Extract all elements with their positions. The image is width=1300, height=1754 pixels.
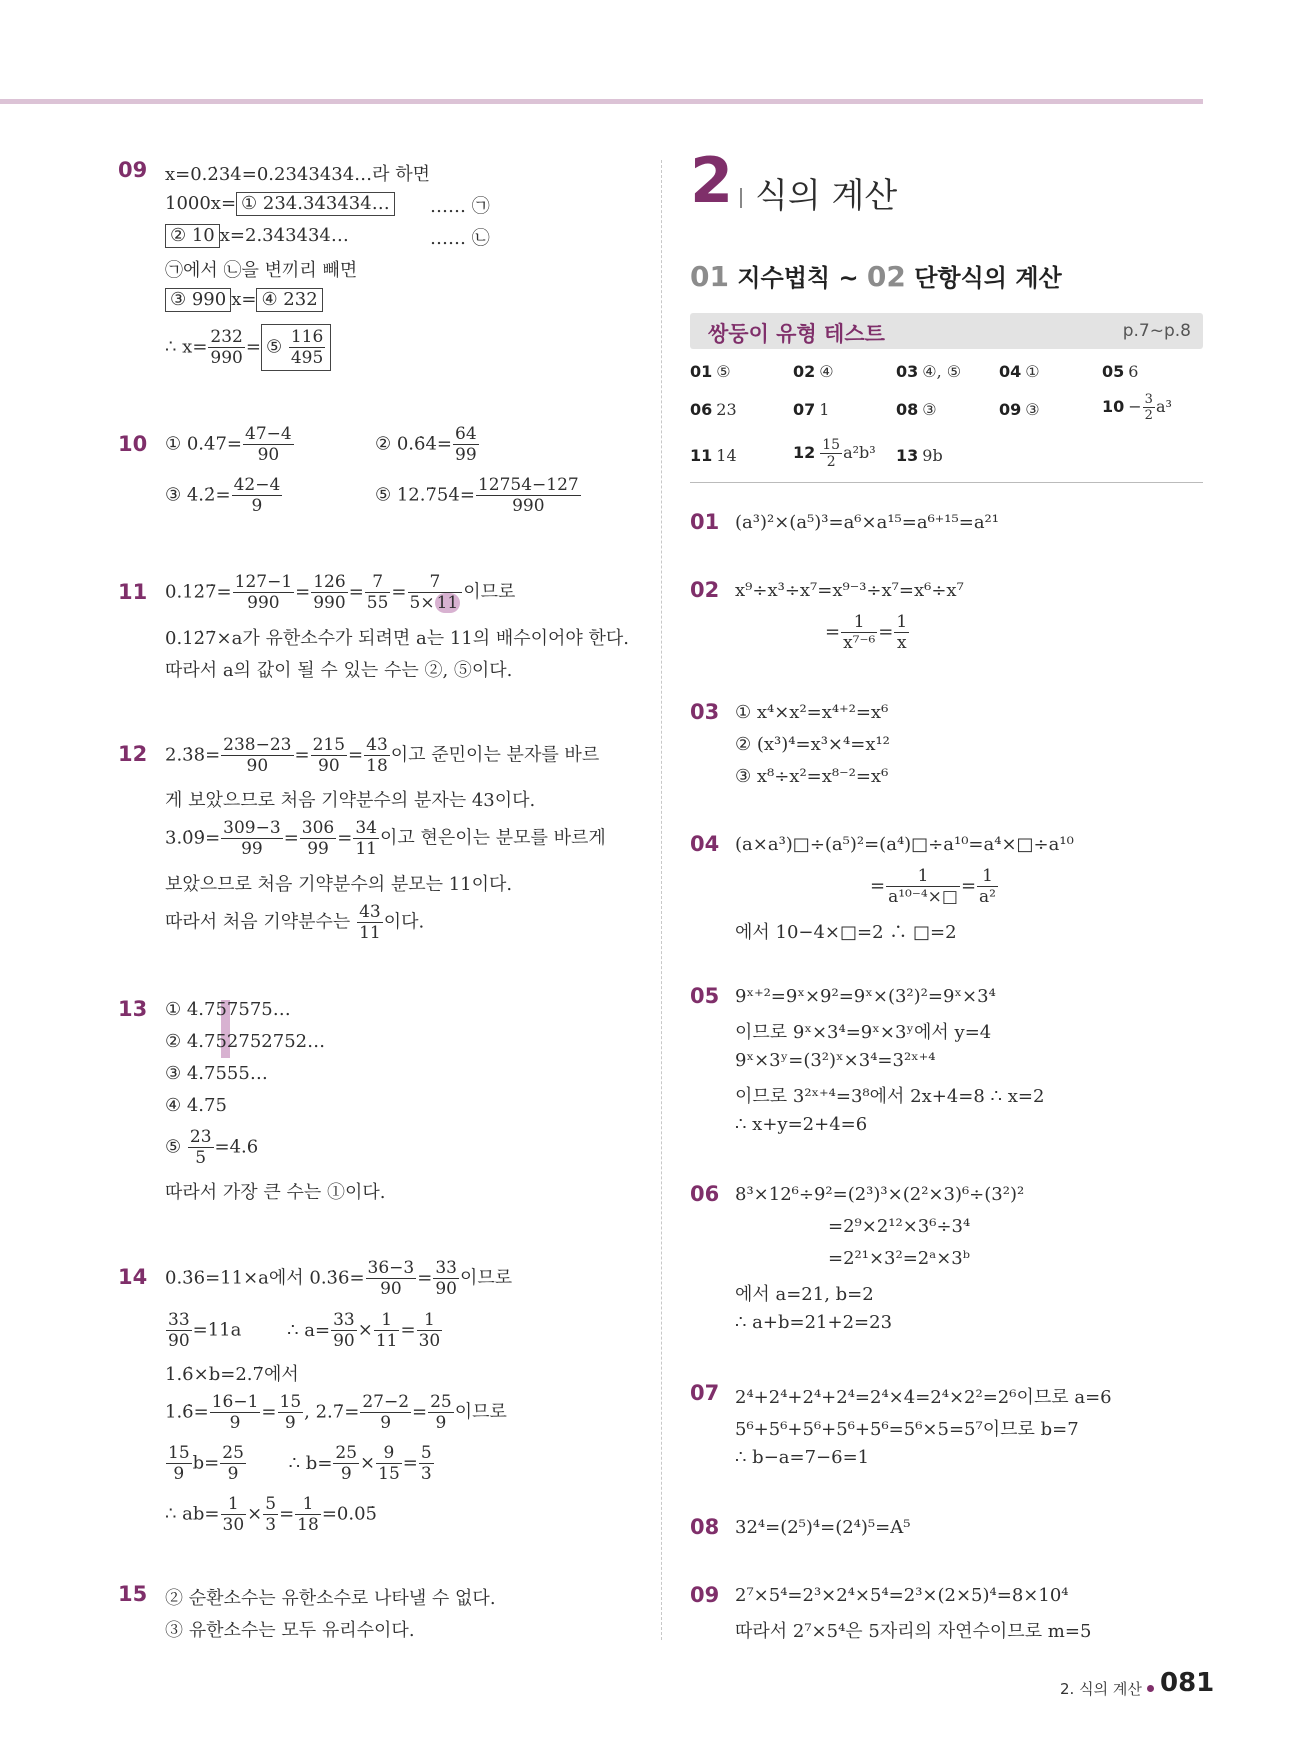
- fraction: $\frac{5}{3}$: [265, 1494, 277, 1535]
- answer-item: 11 14: [690, 446, 737, 465]
- solution-line: 따라서 처음 기약분수는 $\frac{43}{11}$ 이다.: [165, 902, 425, 943]
- fraction: $\frac{9}{15}$: [378, 1443, 400, 1484]
- solution-line: 0.12̇7̇×a가 유한소수가 되려면 a는 11의 배수이어야 한다.: [165, 628, 630, 649]
- page-range: p.7~p.8: [1122, 321, 1191, 341]
- fraction: $\frac{47-4}{90}$: [245, 424, 292, 465]
- fraction: $\frac{1}{x}$: [896, 612, 908, 653]
- text: 이므로: [463, 581, 516, 603]
- section-title: 01 지수법칙 ~ 02 단항식의 계산: [690, 260, 1062, 293]
- test-title: 쌍둥이 유형 테스트: [708, 322, 885, 346]
- fraction: $\frac{42-4}{9}$: [233, 475, 281, 516]
- fraction: $\frac{25}{9}$: [335, 1443, 358, 1484]
- answer-item: 02 ④: [793, 362, 834, 381]
- fraction: $\frac{306}{99}$: [301, 818, 335, 859]
- solution-line: [165, 324, 331, 371]
- divider: [690, 482, 1203, 483]
- solution-line: [165, 288, 323, 312]
- answer-box: ① 234.343434…: [236, 192, 395, 216]
- problem-number: 09: [690, 1583, 720, 1607]
- fraction: $\frac{15}{2}$: [822, 437, 841, 470]
- answer-item: 12 $\frac{15}{2}$ a²b³: [793, 437, 876, 470]
- solution-line: 32⁴=(2⁵)⁴=(2⁴)⁵=A⁵: [735, 1517, 911, 1538]
- solution-line: 따라서 a의 값이 될 수 있는 수는 ②, ⑤이다.: [165, 660, 513, 681]
- text: ∴ x=: [165, 336, 208, 358]
- text: ③ 4.2̇=: [165, 484, 231, 506]
- answer-item: 09 ③: [999, 400, 1040, 419]
- chapter-number: 2: [690, 144, 734, 217]
- solution-line: $\frac{15}{9}$ b= $\frac{25}{9}$ ∴ b= $\frac{25}{9}$ × $\frac{9}{15}$ = $\frac{5}{3}$: [168, 1443, 432, 1484]
- fraction: $\frac{215}{90}$: [312, 735, 346, 776]
- solution-line: [165, 475, 283, 516]
- problem-number: 11: [118, 580, 148, 604]
- solution-line: 1.6̇= $\frac{16-1}{9}$ = $\frac{15}{9}$ , 2.7̇= $\frac{27-2}{9}$ = $\frac{25}{9}$ 이므로: [165, 1392, 507, 1433]
- fraction: $\frac{232}{990}$: [210, 327, 243, 368]
- answer-box: ④ 232: [256, 288, 322, 312]
- fraction: $\frac{1}{\text{a²}}$: [979, 866, 996, 907]
- divider: [740, 188, 742, 208]
- fraction: $\frac{36-3}{90}$: [367, 1258, 415, 1299]
- solution-line: = $\frac{1}{\text{a¹⁰⁻⁴×□}}$ = $\frac{1}{\text{a²}}$: [870, 866, 996, 907]
- answer-item: 10 − $\frac{3}{2}$ a³: [1102, 392, 1172, 423]
- text: x=: [231, 289, 257, 310]
- solution-line: ① x⁴×x²=x⁴⁺²=x⁶: [735, 702, 889, 723]
- solution-line: ㉠에서 ㉡을 변끼리 빼면: [165, 260, 358, 281]
- text: ⑤ 12.7̇54̇=: [375, 484, 475, 506]
- problem-number: 15: [118, 1582, 148, 1606]
- solution-line: 2.3̇8= $\frac{238-23}{90}$ = $\frac{215}{90}$ = $\frac{43}{18}$ 이고 준민이는 분자를 바르: [165, 735, 600, 776]
- solution-line: =2²¹×3²=2ᵃ×3ᵇ: [828, 1248, 970, 1269]
- fraction: $\frac{43}{18}$: [366, 735, 388, 776]
- fraction: $\frac{25}{9}$: [222, 1443, 244, 1484]
- fraction: $\frac{1}{30}$: [418, 1310, 441, 1351]
- fraction: $\frac{12754-127}{990}$: [477, 475, 579, 516]
- fraction: $\frac{23}{5}$: [189, 1127, 212, 1168]
- solution-line: x⁹÷x³÷x⁷=x⁹⁻³÷x⁷=x⁶÷x⁷: [735, 580, 964, 601]
- answer-item: 06 23: [690, 400, 737, 419]
- solution-line: 3.0̇9̇= $\frac{309-3}{99}$ = $\frac{306}{99}$ = $\frac{34}{11}$ 이고 현은이는 분모를 바르게: [165, 818, 606, 859]
- problem-number: 07: [690, 1381, 720, 1405]
- test-header-bar: [690, 313, 1203, 349]
- fraction: $\frac{25}{9}$: [430, 1392, 452, 1433]
- fraction: $\frac{33}{90}$: [435, 1258, 457, 1299]
- fraction: $\frac{238-23}{90}$: [223, 735, 292, 776]
- solution-line: 에서 10−4×□=2 ∴ □=2: [735, 922, 957, 943]
- solution-line: 이므로 9ˣ×3⁴=9ˣ×3ʸ에서 y=4: [735, 1022, 992, 1043]
- problem-number: 14: [118, 1265, 148, 1289]
- solution-line: ⑤ $\frac{23}{5}$ =4.6: [165, 1127, 259, 1168]
- fraction: $\frac{64}{99}$: [455, 424, 477, 465]
- solution-line: ③ 유한소수는 모두 유리수이다.: [165, 1620, 415, 1641]
- solution-line: 9ˣ×3ʸ=(3²)ˣ×3⁴=3²ˣ⁺⁴: [735, 1050, 936, 1071]
- fraction: $\frac{1}{30}$: [222, 1494, 245, 1535]
- problem-number: 09: [118, 158, 148, 182]
- text: 1000x=: [165, 193, 237, 214]
- problem-number: 02: [690, 578, 720, 602]
- problem-number: 10: [118, 432, 148, 456]
- solution-line: ∴ ab= $\frac{1}{30}$ × $\frac{5}{3}$ = $\frac{1}{18}$ =0.05̇: [165, 1494, 377, 1535]
- fraction: $\frac{16-1}{9}$: [211, 1392, 259, 1433]
- problem-number: 01: [690, 510, 720, 534]
- solution-line: ② 4.752752752…: [165, 1031, 326, 1052]
- solution-line: 2⁴+2⁴+2⁴+2⁴=2⁴×4=2⁴×2²=2⁶이므로 a=6: [735, 1387, 1112, 1408]
- fraction: $\frac{1}{\text{x⁷⁻⁶}}$: [843, 612, 876, 653]
- fraction: $\frac{33}{90}$: [168, 1310, 190, 1351]
- answer-item: 13 9b: [896, 446, 943, 465]
- solution-line: 보았으므로 처음 기약분수의 분모는 11이다.: [165, 874, 513, 895]
- solution-line: =2⁹×2¹²×3⁶÷3⁴: [828, 1216, 971, 1237]
- fraction: $\frac{34}{11}$: [355, 818, 377, 859]
- solution-line: ∴ x+y=2+4=6: [735, 1114, 868, 1135]
- solution-line: (a×a³)□÷(a⁵)²=(a⁴)□÷a¹⁰=a⁴×□÷a¹⁰: [735, 834, 1074, 855]
- solution-line: 게 보았으므로 처음 기약분수의 분자는 43이다.: [165, 790, 536, 811]
- fraction: $\frac{33}{90}$: [333, 1310, 355, 1351]
- label: …… ㉡: [430, 228, 490, 249]
- problem-number: 06: [690, 1182, 720, 1206]
- solution-line: x=0.2̇34̇=0.2343434…라 하면: [165, 164, 431, 185]
- solution-line: [165, 224, 490, 249]
- solution-line: (a³)²×(a⁵)³=a⁶×a¹⁵=a⁶⁺¹⁵=a²¹: [735, 512, 999, 533]
- solution-line: 1.6̇×b=2.7̇에서: [165, 1364, 299, 1385]
- text: ① 0.4̇7=: [165, 433, 243, 455]
- solution-line: ∴ b−a=7−6=1: [735, 1447, 870, 1468]
- solution-line: ② 순환소수는 유한소수로 나타낼 수 없다.: [165, 1588, 496, 1609]
- solution-line: ② (x³)⁴=x³×⁴=x¹²: [735, 734, 890, 755]
- solution-line: 에서 a=21, b=2: [735, 1284, 874, 1305]
- solution-line: ∴ a+b=21+2=23: [735, 1312, 893, 1333]
- fraction: $\frac{7}{5\times 11}$: [408, 572, 463, 613]
- fraction: $\frac{27-2}{9}$: [362, 1392, 410, 1433]
- fraction: $\frac{15}{9}$: [168, 1443, 190, 1484]
- solution-line: 0.12̇7̇= $\frac{127-1}{990}$ = $\frac{126}{990}$ = $\frac{7}{55}$ = $\frac{7}{5\times 11}$ 이므로: [165, 572, 516, 613]
- answer-item: 05 6: [1102, 362, 1139, 381]
- solution-line: [375, 424, 480, 465]
- text: =: [245, 336, 261, 358]
- solution-line: 8³×12⁶÷9²=(2³)³×(2²×3)⁶÷(3²)²: [735, 1184, 1025, 1205]
- solution-line: 2⁷×5⁴=2³×2⁴×5⁴=2³×(2×5)⁴=8×10⁴: [735, 1585, 1069, 1606]
- problem-number: 03: [690, 700, 720, 724]
- chapter-title: 식의 계산: [755, 176, 898, 216]
- solution-line: ③ x⁸÷x²=x⁸⁻²=x⁶: [735, 766, 889, 787]
- label: …… ㉠: [430, 196, 490, 217]
- text: x=2.343434…: [219, 225, 349, 246]
- solution-line: ④ 4.75: [165, 1095, 227, 1116]
- highlight: 11: [436, 593, 459, 613]
- solution-line: 0.3̇6=11×a에서 0.3̇6= $\frac{36-3}{90}$ = $\frac{33}{90}$ 이므로: [165, 1258, 513, 1299]
- answer-box: ③ 990: [165, 288, 231, 312]
- solution-line: 따라서 가장 큰 수는 ①이다.: [165, 1182, 386, 1203]
- fraction: $\frac{1}{18}$: [297, 1494, 319, 1535]
- footer-dot: [1147, 1685, 1154, 1692]
- top-rule: [0, 99, 1203, 104]
- answer-item: 03 ④, ⑤: [896, 362, 962, 381]
- solution-line: [165, 192, 490, 217]
- text: 0.12̇7̇=: [165, 581, 232, 603]
- column-divider: [661, 160, 662, 1640]
- solution-line: = $\frac{1}{\text{x⁷⁻⁶}}$ = $\frac{1}{x}$: [825, 612, 908, 653]
- solution-line: $\frac{33}{90}$ =11a ∴ a= $\frac{33}{90}$ × $\frac{1}{11}$ = $\frac{1}{30}$: [168, 1310, 441, 1351]
- answer-box: ② 10: [165, 224, 220, 248]
- solution-line: 9ˣ⁺²=9ˣ×9²=9ˣ×(3²)²=9ˣ×3⁴: [735, 986, 996, 1007]
- footer-chapter: 2. 식의 계산: [1060, 1680, 1142, 1698]
- answer-box: ⑤ $\frac{116}{495}$: [261, 324, 331, 371]
- fraction: $\frac{1}{11}$: [375, 1310, 398, 1351]
- fraction: $\frac{5}{3}$: [420, 1443, 432, 1484]
- fraction: $\frac{126}{990}$: [313, 572, 346, 613]
- page-number: 081: [1160, 1668, 1215, 1698]
- fraction: $\frac{127-1}{990}$: [234, 572, 293, 613]
- fraction: $\frac{43}{11}$: [359, 902, 381, 943]
- fraction: $\frac{1}{\text{a¹⁰⁻⁴×□}}$: [888, 866, 958, 907]
- text: ② 0.6̇4̇=: [375, 433, 453, 455]
- problem-number: 04: [690, 832, 720, 856]
- solution-line: ① 4.757575…: [165, 999, 291, 1020]
- answer-item: 07 1: [793, 400, 830, 419]
- fraction: $\frac{309-3}{99}$: [223, 818, 281, 859]
- fraction: $\frac{7}{55}$: [366, 572, 389, 613]
- solution-line: ③ 4.7555…: [165, 1063, 268, 1084]
- fraction: $\frac{3}{2}$: [1144, 392, 1153, 423]
- answer-item: 01 ⑤: [690, 362, 731, 381]
- answer-item: 04 ①: [999, 362, 1040, 381]
- solution-line: 이므로 3²ˣ⁺⁴=3⁸에서 2x+4=8 ∴ x=2: [735, 1086, 1045, 1107]
- solution-line: 5⁶+5⁶+5⁶+5⁶+5⁶=5⁶×5=5⁷이므로 b=7: [735, 1419, 1079, 1440]
- problem-number: 13: [118, 997, 148, 1021]
- problem-number: 12: [118, 742, 148, 766]
- problem-number: 05: [690, 984, 720, 1008]
- fraction: $\frac{15}{9}$: [279, 1392, 302, 1433]
- solution-line: 따라서 2⁷×5⁴은 5자리의 자연수이므로 m=5: [735, 1621, 1092, 1642]
- problem-number: 08: [690, 1515, 720, 1539]
- solution-line: [165, 424, 295, 465]
- solution-line: [375, 475, 582, 516]
- answer-item: 08 ③: [896, 400, 937, 419]
